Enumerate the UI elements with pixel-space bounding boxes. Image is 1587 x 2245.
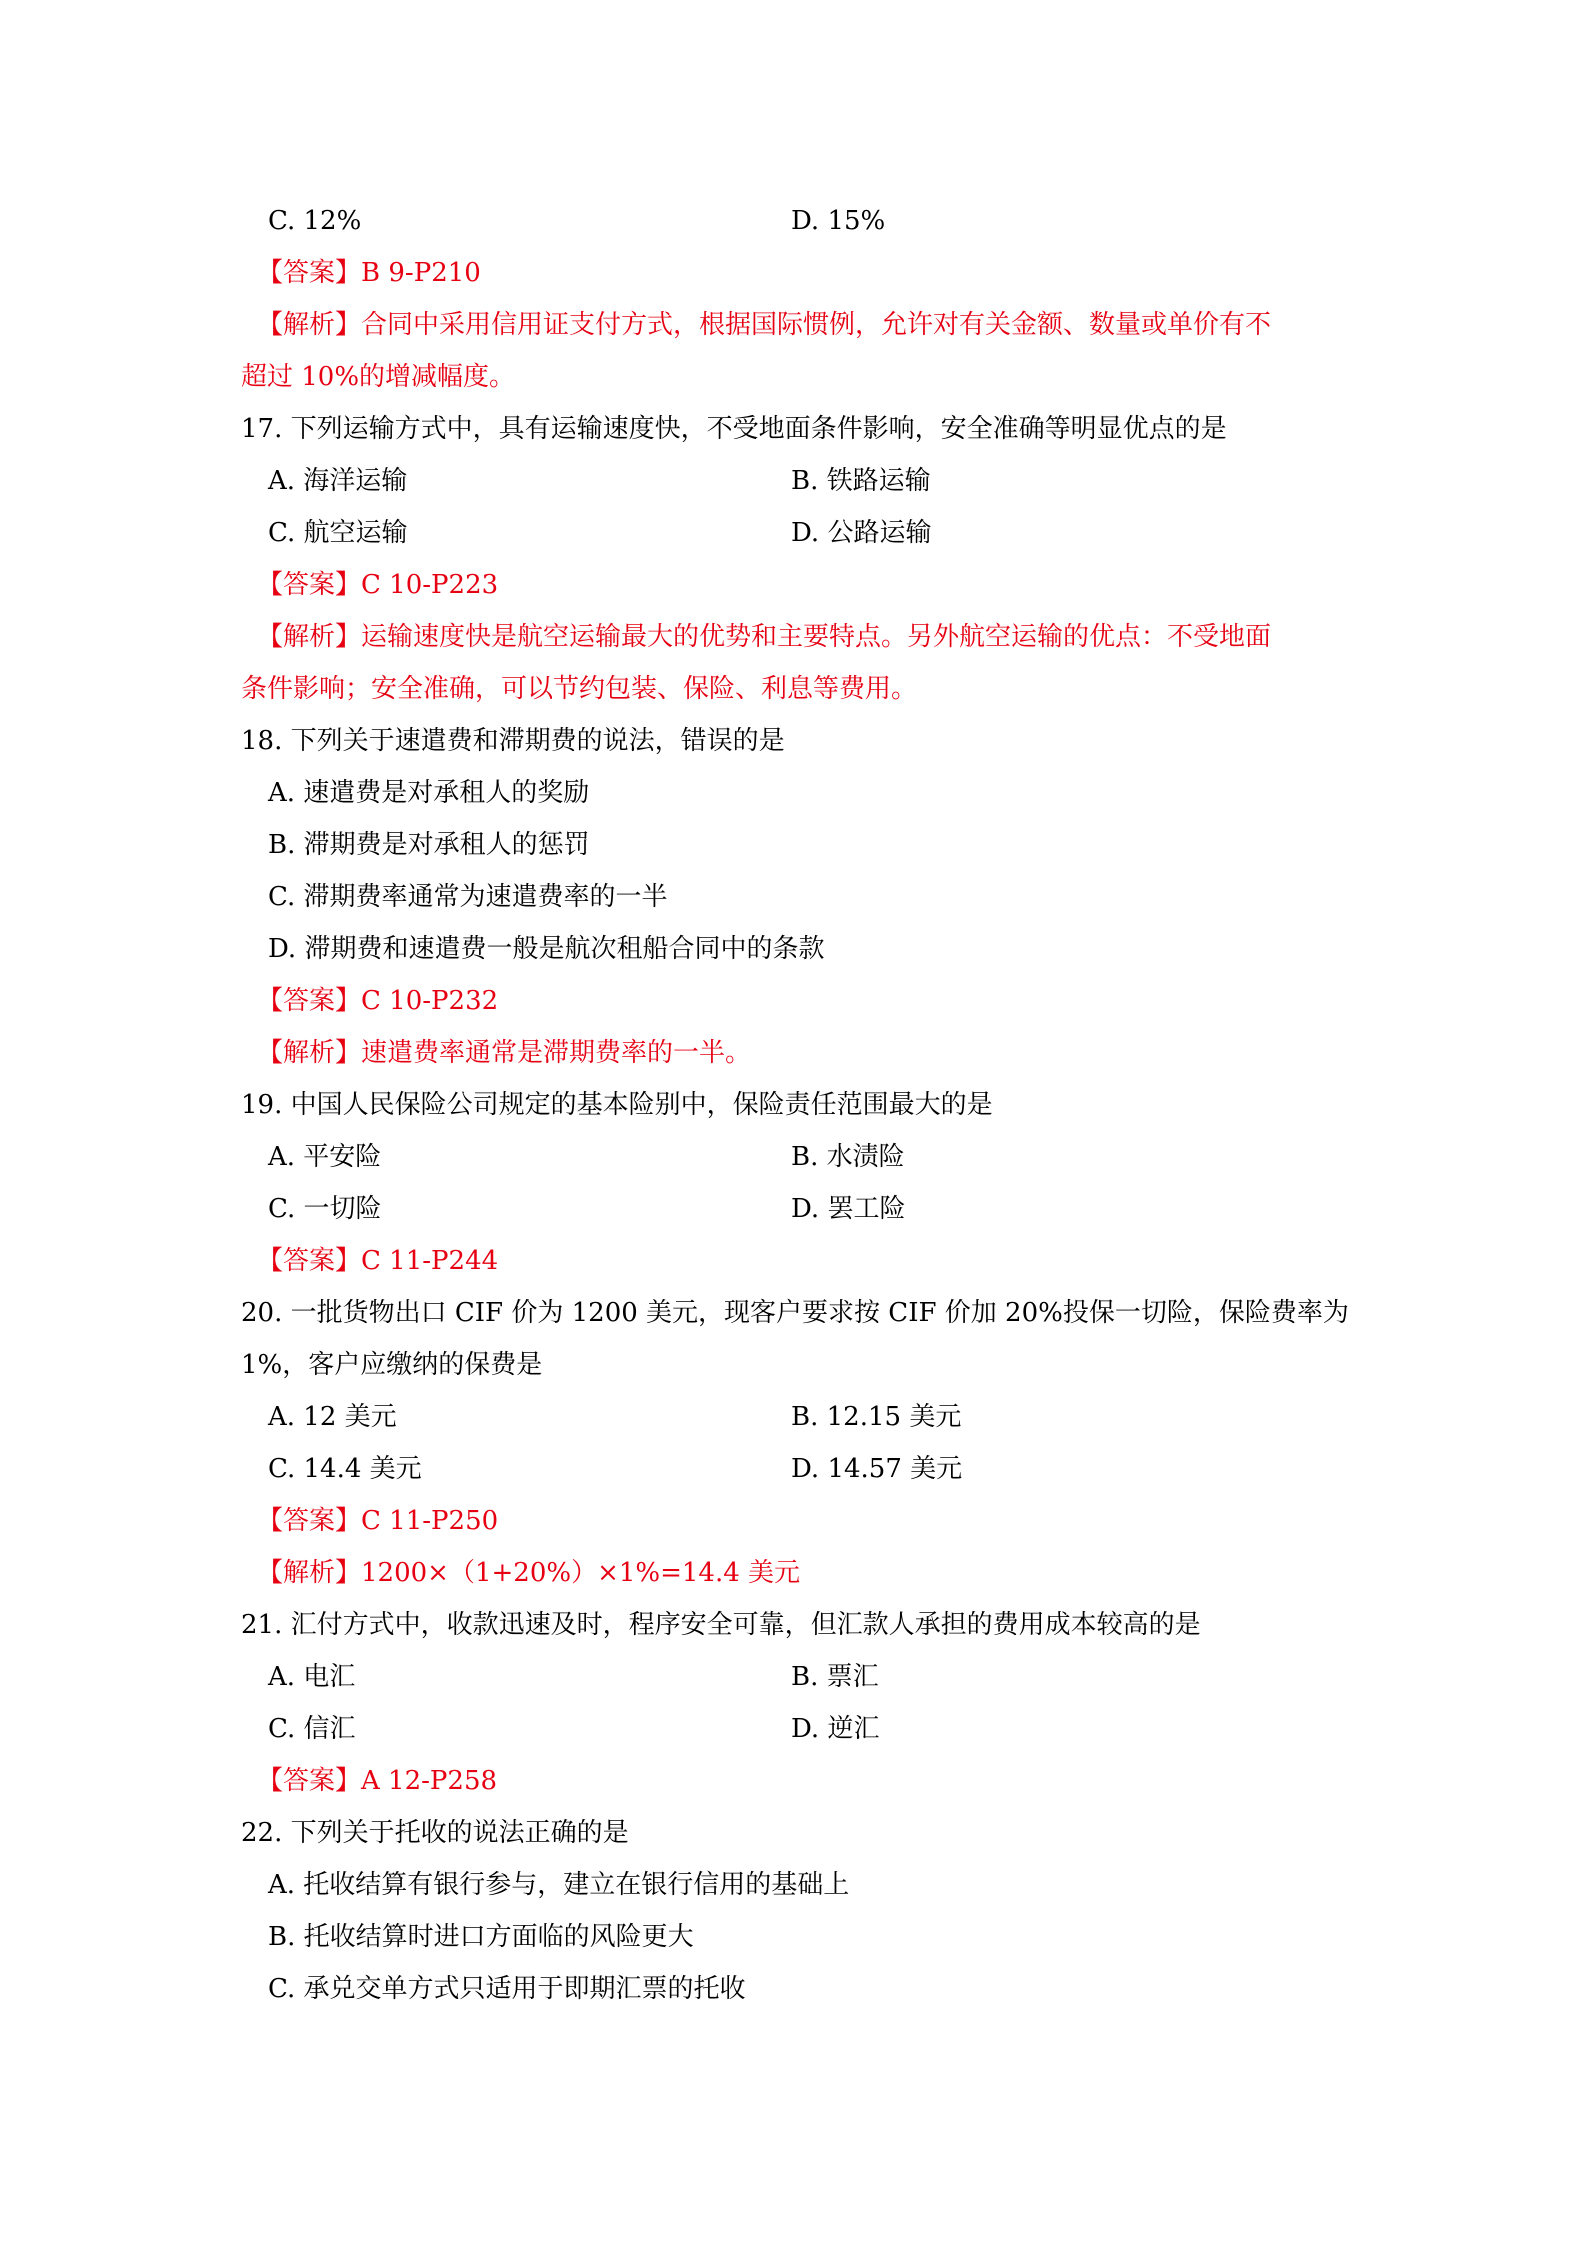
q18-option-a: A. 速遣费是对承租人的奖励: [268, 778, 590, 808]
q20-option-d: D. 14.57 美元: [791, 1454, 963, 1484]
q21-option-c: C. 信汇: [268, 1714, 356, 1744]
q20-analysis: 【解析】1200×（1+20%）×1%=14.4 美元: [257, 1558, 801, 1588]
q20-stem-cont: 1%，客户应缴纳的保费是: [241, 1350, 543, 1380]
q20-stem: 20. 一批货物出口 CIF 价为 1200 美元，现客户要求按 CIF 价加 20%投保一切险，保险费率为: [241, 1298, 1349, 1328]
q22-option-b: B. 托收结算时进口方面临的风险更大: [268, 1922, 694, 1952]
q20-answer: 【答案】C 11-P250: [257, 1506, 499, 1536]
q17-option-b: B. 铁路运输: [791, 466, 931, 496]
q19-option-b: B. 水渍险: [791, 1142, 905, 1172]
q18-answer: 【答案】C 10-P232: [257, 986, 499, 1016]
q20-option-c: C. 14.4 美元: [268, 1454, 422, 1484]
q19-answer: 【答案】C 11-P244: [257, 1246, 499, 1276]
q22-option-a: A. 托收结算有银行参与，建立在银行信用的基础上: [268, 1870, 850, 1900]
q21-option-d: D. 逆汇: [791, 1714, 880, 1744]
q18-analysis: 【解析】速遣费率通常是滞期费率的一半。: [257, 1038, 752, 1068]
q16-option-c: C. 12%: [268, 206, 362, 236]
q16-option-d: D. 15%: [791, 206, 886, 236]
q21-stem: 21. 汇付方式中，收款迅速及时，程序安全可靠，但汇款人承担的费用成本较高的是: [241, 1610, 1201, 1640]
q17-answer: 【答案】C 10-P223: [257, 570, 499, 600]
q19-stem: 19. 中国人民保险公司规定的基本险别中，保险责任范围最大的是: [241, 1090, 993, 1120]
q16-analysis: 【解析】合同中采用信用证支付方式，根据国际惯例，允许对有关金额、数量或单价有不: [257, 310, 1272, 340]
q17-analysis: 【解析】运输速度快是航空运输最大的优势和主要特点。另外航空运输的优点：不受地面: [257, 622, 1272, 652]
q20-option-b: B. 12.15 美元: [791, 1402, 962, 1432]
q19-option-a: A. 平安险: [268, 1142, 382, 1172]
q20-option-a: A. 12 美元: [268, 1402, 397, 1432]
q22-option-c: C. 承兑交单方式只适用于即期汇票的托收: [268, 1974, 746, 2004]
q22-stem: 22. 下列关于托收的说法正确的是: [241, 1818, 629, 1848]
q18-option-c: C. 滞期费率通常为速遣费率的一半: [268, 882, 668, 912]
q16-analysis-cont: 超过 10%的增减幅度。: [241, 362, 516, 392]
q21-option-a: A. 电汇: [268, 1662, 356, 1692]
q18-stem: 18. 下列关于速遣费和滞期费的说法，错误的是: [241, 726, 785, 756]
q19-option-c: C. 一切险: [268, 1194, 382, 1224]
q17-option-a: A. 海洋运输: [268, 466, 408, 496]
q19-option-d: D. 罢工险: [791, 1194, 906, 1224]
q21-option-b: B. 票汇: [791, 1662, 879, 1692]
q21-answer: 【答案】A 12-P258: [257, 1766, 498, 1796]
q17-analysis-cont: 条件影响；安全准确，可以节约包装、保险、利息等费用。: [241, 674, 918, 704]
q18-option-d: D. 滞期费和速遣费一般是航次租船合同中的条款: [268, 934, 825, 964]
q17-option-c: C. 航空运输: [268, 518, 408, 548]
q18-option-b: B. 滞期费是对承租人的惩罚: [268, 830, 590, 860]
q17-option-d: D. 公路运输: [791, 518, 932, 548]
q17-stem: 17. 下列运输方式中，具有运输速度快，不受地面条件影响，安全准确等明显优点的是: [241, 414, 1227, 444]
q16-answer: 【答案】B 9-P210: [257, 258, 481, 288]
